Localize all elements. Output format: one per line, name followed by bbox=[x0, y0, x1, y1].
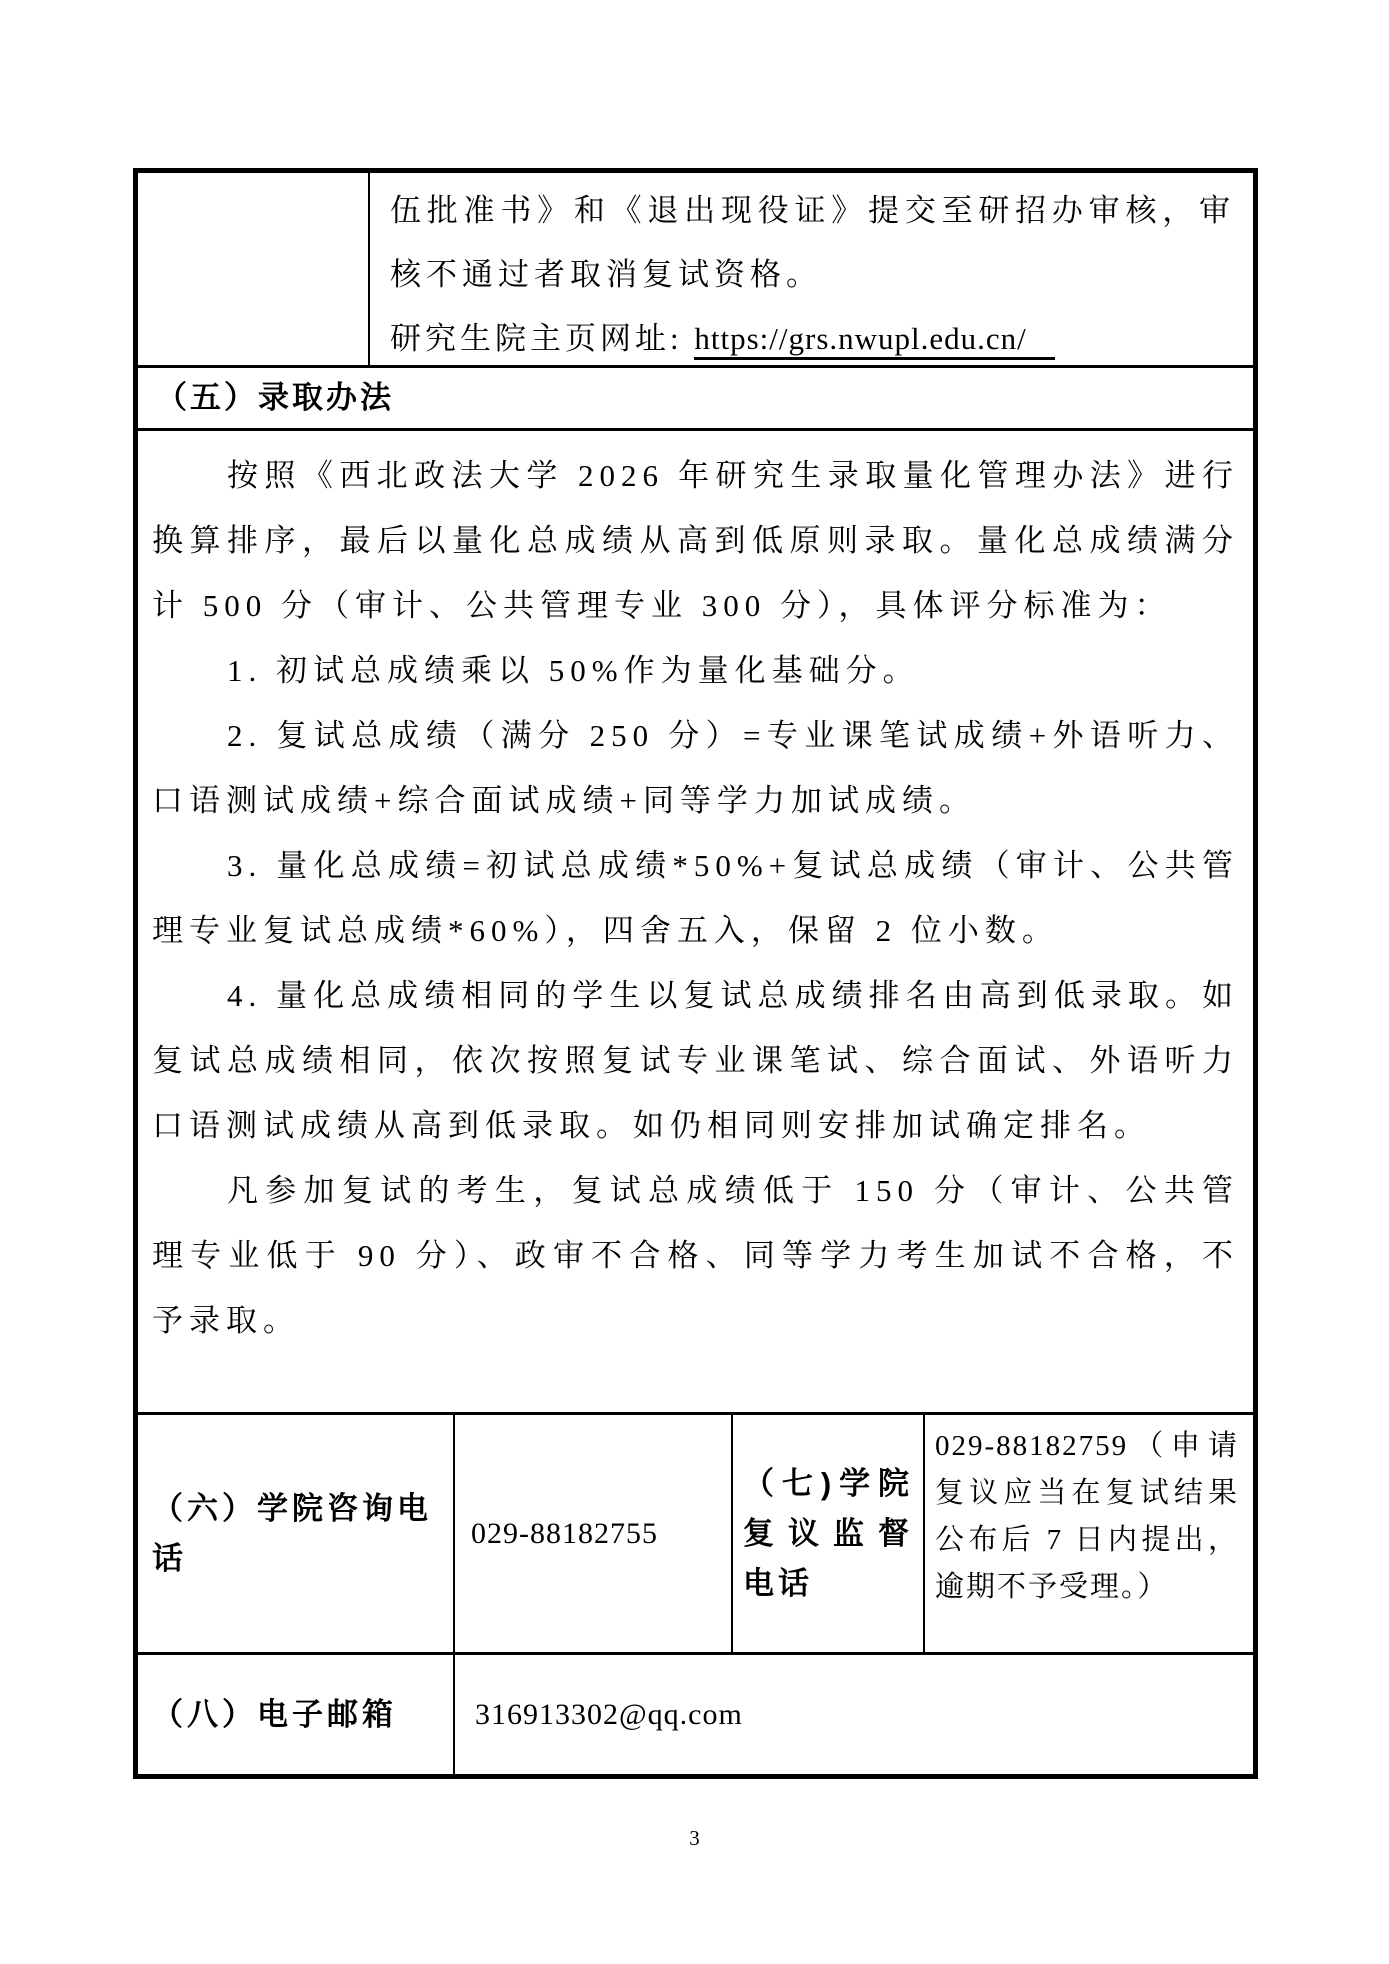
continuation-row bbox=[138, 173, 1253, 368]
continuation-content-cell bbox=[370, 173, 1253, 365]
section5-paragraph-3: 2. 复试总成绩（满分 250 分）=专业课笔试成绩+外语听力、口语测试成绩+综合面试成绩+同等学力加试成绩。 bbox=[152, 718, 1239, 818]
email-row bbox=[138, 1655, 1253, 1774]
section5-paragraph-1: 按照《西北政法大学 2026 年研究生录取量化管理办法》进行换算排序，最后以量化总成绩从高到低原则录取。量化总成绩满分计 500 分（审计、公共管理专业 300 分），具体评分标准为： bbox=[152, 458, 1239, 623]
section8-label: （八）电子邮箱 bbox=[152, 1696, 397, 1732]
section5-paragraph-6: 凡参加复试的考生，复试总成绩低于 150 分（审计、公共管理专业低于 90 分）、政审不合格、同等学力考生加试不合格，不予录取。 bbox=[152, 1173, 1239, 1338]
contact-row bbox=[138, 1415, 1253, 1655]
section7-phone-cell bbox=[925, 1415, 1247, 1652]
section8-label-cell bbox=[138, 1655, 455, 1774]
section5-body-row bbox=[138, 431, 1253, 1415]
section6-phone-cell bbox=[455, 1415, 733, 1652]
continuation-text: 伍批准书》和《退出现役证》提交至研招办审核，审核不通过者取消复试资格。 bbox=[390, 193, 1235, 292]
section5-title-row bbox=[138, 368, 1253, 431]
page-number: 3 bbox=[689, 1826, 700, 1850]
section7-phone-note: 029-88182759（申请复议应当在复试结果公布后 7 日内提出，逾期不予受理。） bbox=[935, 1430, 1239, 1603]
section5-paragraph-5: 4. 量化总成绩相同的学生以复试总成绩排名由高到低录取。如复试总成绩相同，依次按照复试专业课笔试、综合面试、外语听力口语测试成绩从高到低录取。如仍相同则安排加试确定排名。 bbox=[152, 978, 1239, 1143]
homepage-url-link[interactable]: https://grs.nwupl.edu.cn/ bbox=[694, 321, 1054, 360]
section6-phone-number: 029-88182755 bbox=[471, 1516, 658, 1550]
section6-label-cell bbox=[138, 1415, 455, 1652]
section8-email-cell bbox=[455, 1655, 1253, 1774]
section7-label: （七)学院复议监督电话 bbox=[743, 1465, 913, 1601]
section6-label: （六）学院咨询电话 bbox=[152, 1490, 432, 1576]
homepage-label: 研究生院主页网址: bbox=[390, 321, 695, 356]
homepage-line bbox=[390, 307, 1235, 365]
admission-info-table bbox=[133, 168, 1258, 1779]
continuation-empty-label-cell bbox=[138, 173, 370, 365]
section5-paragraph-2: 1. 初试总成绩乘以 50%作为量化基础分。 bbox=[227, 653, 920, 688]
section5-paragraph-4: 3. 量化总成绩=初试总成绩*50%+复试总成绩（审计、公共管理专业复试总成绩*60%），四舍五入，保留 2 位小数。 bbox=[152, 848, 1239, 948]
section5-title: （五）录取办法 bbox=[156, 380, 394, 415]
section7-label-cell bbox=[733, 1415, 925, 1652]
section8-email-address: 316913302@qq.com bbox=[475, 1697, 743, 1731]
